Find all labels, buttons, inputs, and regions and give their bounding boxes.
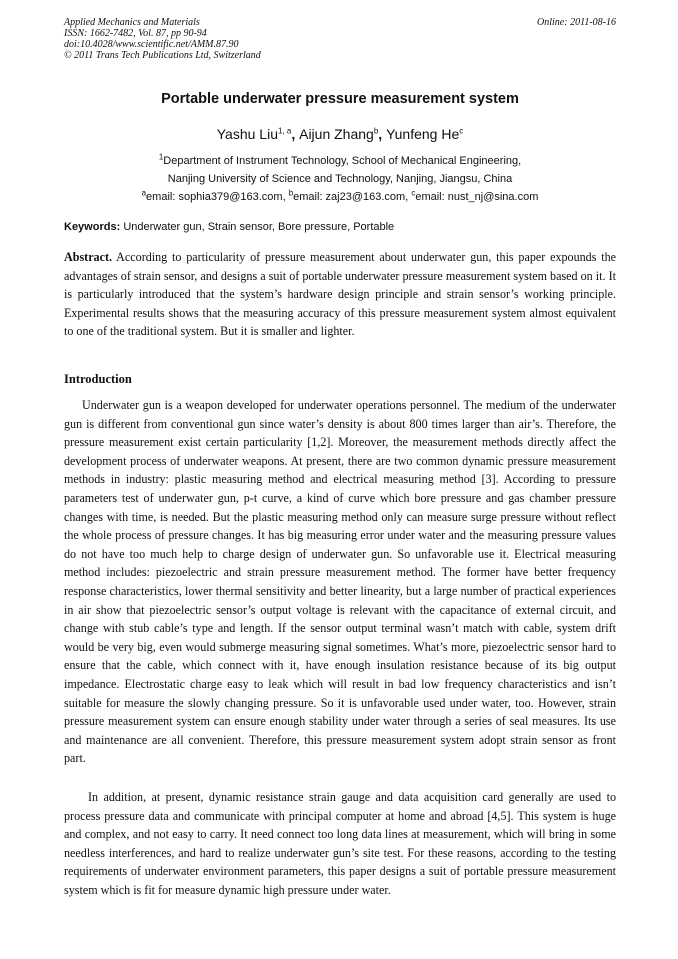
email-line bbox=[64, 190, 616, 204]
email-sup: a bbox=[141, 188, 147, 198]
issn-line: ISSN: 1662-7482, Vol. 87, pp 90-94 bbox=[64, 28, 207, 39]
abstract-text: According to particularity of pressure measurement about underwater gun, this paper expounds the advantages of strain sensor, and designs a suit of portable underwater pressure measurement system based on it. It is particularly introduced that the system’s hardware design principle and strain sensor’s working principle. Experimental results shows that the measuring accuracy of this pressure measurement system almost equivalent to one of the traditional system. But it is smaller and lighter. bbox=[64, 250, 617, 339]
author-name: Yashu Liu bbox=[216, 126, 278, 142]
copyright-line: © 2011 Trans Tech Publications Ltd, Switzerland bbox=[64, 50, 261, 61]
author-list: Yashu Liu$^{1, a}$, Aijun Zhang$^b$, Yunfeng He$^c$ bbox=[216, 126, 464, 142]
abstract-label: Abstract. bbox=[64, 250, 113, 264]
email-a: email: sophia379@163.com, bbox=[146, 191, 286, 203]
email-sup: c bbox=[411, 188, 416, 198]
affiliation-text: Department of Instrument Technology, School of Mechanical Engineering, bbox=[163, 155, 522, 167]
section-heading: Introduction bbox=[64, 372, 132, 386]
keywords-label: Keywords: bbox=[64, 221, 121, 233]
affiliation-line-1 bbox=[64, 154, 616, 168]
body-paragraph: Underwater gun is a weapon developed for underwater operations personnel. The medium of the underwater gun is different from conventional gun since water’s density is about 800 times larger than air’s. Therefore, the pressure measurement exist certain particularity [1,2]. Moreover, the measurement methods directly affect the development process of underwater weapons. At present, there are two common dynamic pressure measurement methods in industry: plastic measuring method and electrical measuring method [3]. According to pressure parameters test of underwater gun, p-t curve, a kind of curve which bore pressure and gas chamber pressure changes with time, is needed. But the plastic measuring method only can measure surge pressure without reflect the whole process of pressure changes. It has big measuring error under water and the measuring pressure values do not have too much help to charge design of underwater gun. So unfavorable use it. Electrical measuring method includes: piezoelectric and strain pressure measurement method. The former have better frequency response characteristics, lower thermal sensitivity and better linearity, but a large number of practical experiences in air show that piezoelectric sensor’s output voltage is relevant with the capacitance of external circuit, and change with stub cable’s type and length. If the sensor output terminal wasn’t match with cable, system drift would be very big, even would submerge measuring signal sometimes. What’s more, piezoelectric sensor hard to ensure that the cable, which connect with it, have enough insulation resistance because of its big output impedance. Electrostatic charge easy to leak which will result in bad low frequency characteristics and isn’t suitable for measure the slowly changing pressure. So it is unfavorable used under water, too. However, strain pressure measurement system can ensure enough stability under water through a series of seal measures. Its use and maintenance are all convenient. Therefore, this pressure measurement system adopt strain sensor as front part. bbox=[64, 398, 616, 766]
email-sup: b bbox=[288, 188, 294, 198]
affiliation-sup: 1 bbox=[158, 152, 164, 162]
author-sup: 1, a bbox=[277, 126, 292, 136]
journal-name: Applied Mechanics and Materials bbox=[64, 17, 200, 28]
author-name: Yunfeng He bbox=[386, 126, 460, 142]
doi-line: doi:10.4028/www.scientific.net/AMM.87.90 bbox=[64, 39, 239, 50]
keywords bbox=[64, 221, 616, 233]
abstract bbox=[64, 248, 616, 341]
keywords-text: Underwater gun, Strain sensor, Bore pressure, Portable bbox=[123, 221, 395, 233]
author-name: Aijun Zhang bbox=[299, 126, 374, 142]
journal-header bbox=[64, 17, 616, 61]
affiliation-line-2: Nanjing University of Science and Technology, Nanjing, Jiangsu, China bbox=[167, 173, 513, 185]
online-date: Online: 2011-08-16 bbox=[537, 17, 616, 28]
paper-title: Portable underwater pressure measurement system bbox=[161, 91, 519, 107]
author-sup: b bbox=[373, 126, 379, 136]
body-paragraph: In addition, at present, dynamic resistance strain gauge and data acquisition card generally are used to process pressure data and communicate with principal computer at home and abroad [4,5]. This system is huge and complex, and not easy to carry. It need connect too long data lines at measurement, which will bring in some needless interferences, and hard to realize underwater gun’s site test. For these reasons, according to the testing requirements of underwater environment parameters, this paper designs a suit of portable pressure measurement system which is fit for measure dynamic high pressure under water. bbox=[64, 790, 616, 897]
author-sup: c bbox=[459, 126, 464, 136]
email-c: email: nust_nj@sina.com bbox=[415, 191, 539, 203]
email-b: email: zaj23@163.com, bbox=[293, 191, 409, 203]
